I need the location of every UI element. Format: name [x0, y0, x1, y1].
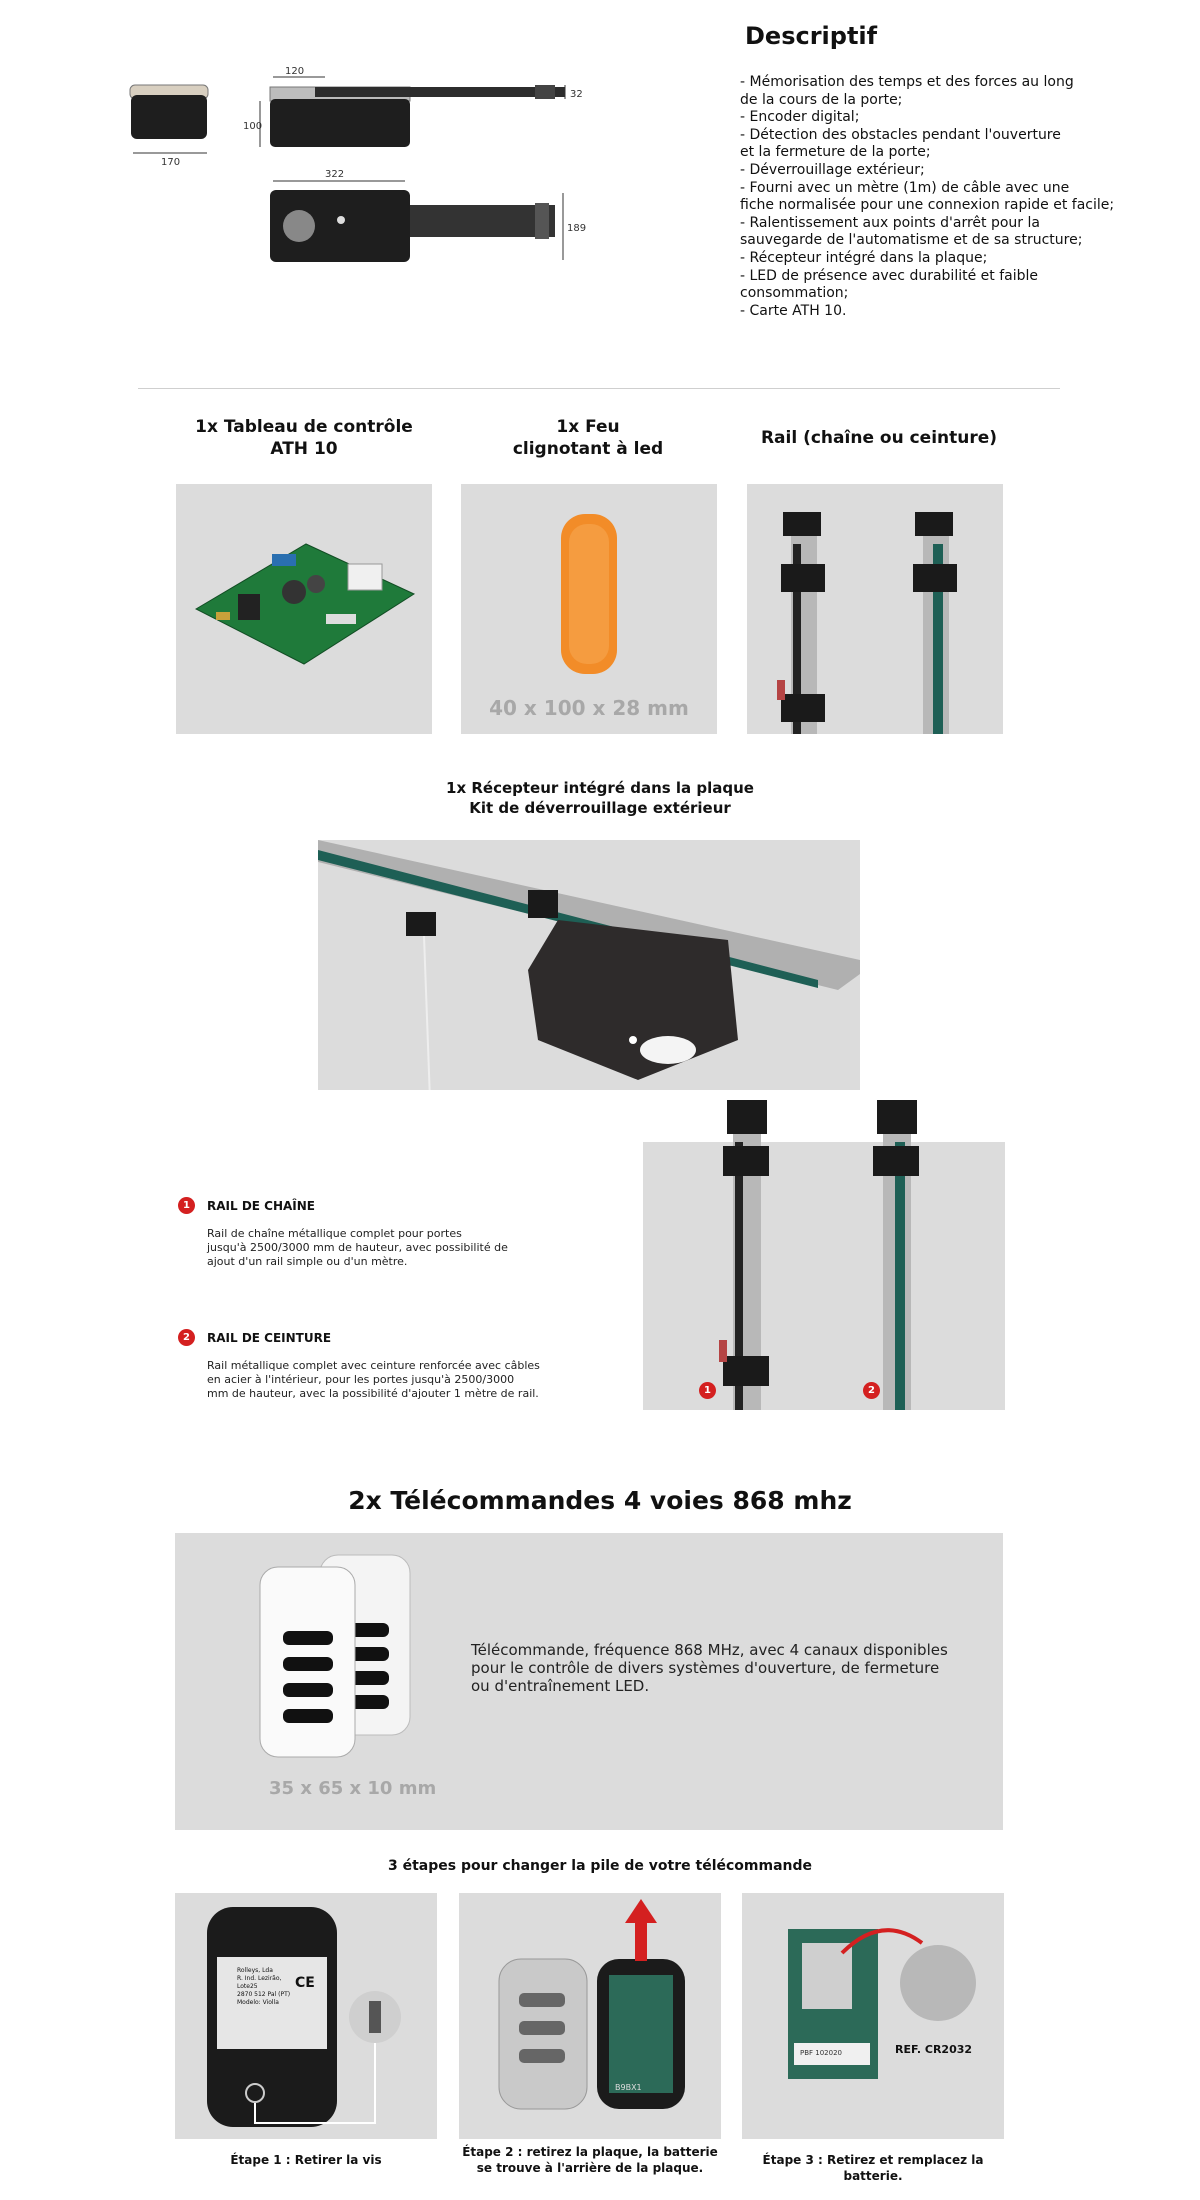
control-board-image: [176, 484, 432, 734]
orange-flashing-light-icon: [461, 484, 717, 684]
step-1-image: [175, 1893, 437, 2139]
remote-label: Rolleys, Lda R. Ind. Lezirão, Lote25 2870 512 Pal (PT) Modelo: Violla: [237, 1967, 291, 2006]
dim-32: 32: [570, 89, 583, 100]
step-2-image: [459, 1893, 721, 2139]
step-1-caption: Étape 1 : Retirer la vis: [230, 2153, 382, 2167]
belt-rail-desc: Rail métallique complet avec ceinture renforcée avec câbles en acier à l'intérieur, pour les portes jusqu'à 2500/3000 mm de hauteur, avec la possibilité d'ajouter 1 mètre de rail.: [207, 1359, 540, 1400]
chain-rail-title: RAIL DE CHAÎNE: [207, 1199, 315, 1213]
rail-icon: [747, 484, 1003, 734]
belt-rail-title: RAIL DE CEINTURE: [207, 1331, 332, 1345]
dim-189: 189: [567, 223, 587, 234]
descriptif-item: - Déverrouillage extérieur;: [740, 161, 925, 178]
descriptif-item: - Carte ATH 10.: [740, 302, 847, 319]
battery-icon: [742, 1893, 1004, 2139]
feu-dimensions: 40 x 100 x 28 mm: [489, 696, 689, 720]
descriptif-item: - LED de présence avec durabilité et faible consommation;: [740, 267, 1038, 302]
motor-unit-icon: [318, 840, 860, 1090]
descriptif-item: - Fourni avec un mètre (1m) de câble avec une fiche normalisée pour une connexion rapide et facile;: [740, 179, 1115, 214]
descriptif-item: - Ralentissement aux points d'arrêt pour la sauvegarde de l'automatisme et de sa structure;: [740, 214, 1083, 249]
rails-comparison-image: [643, 1142, 1005, 1410]
belt-rail-badge: 2: [178, 1329, 195, 1346]
chip-label: PBF 102020: [800, 2049, 842, 2057]
remote-back-icon: [175, 1893, 437, 2139]
descriptif-list: [740, 74, 1150, 320]
rail-title: Rail (chaîne ou ceinture): [760, 428, 998, 448]
battery-steps-title: 3 étapes pour changer la pile de votre télécommande: [387, 1858, 813, 1874]
remote-description: Télécommande, fréquence 868 MHz, avec 4 canaux disponibles pour le contrôle de divers systèmes d'ouverture, de fermeture ou d'entraînement LED.: [471, 1641, 948, 1695]
descriptif-item: - Détection des obstacles pendant l'ouverture et la fermeture de la porte;: [740, 126, 1061, 161]
board-title: 1x Tableau de contrôle ATH 10: [195, 417, 413, 459]
circuit-board-icon: [176, 484, 432, 734]
step-3-image: [742, 1893, 1004, 2139]
rail-badge-1: 1: [699, 1382, 716, 1399]
rail-badge-2: 2: [863, 1382, 880, 1399]
descriptif-title: Descriptif: [745, 22, 878, 50]
remote-control-icon: [255, 1553, 425, 1773]
rails-pair-icon: [643, 1142, 1005, 1410]
dim-322: 322: [325, 169, 345, 180]
step-3-caption: Étape 3 : Retirez et remplacez la batterie.: [762, 2153, 984, 2183]
flashing-light-image: [461, 484, 717, 734]
descriptif-item: - Encoder digital;: [740, 109, 860, 126]
motor-end-view: [130, 85, 208, 168]
receiver-title: 1x Récepteur intégré dans la plaque Kit de déverrouillage extérieur: [446, 779, 754, 817]
battery-ref: REF. CR2032: [895, 2043, 973, 2056]
remotes-panel: [175, 1533, 1003, 1830]
technical-drawing: [115, 55, 645, 285]
section-divider: [138, 388, 1060, 389]
feu-title: 1x Feu clignotant à led: [512, 417, 664, 459]
descriptif-item: - Mémorisation des temps et des forces au long de la cours de la porte;: [740, 74, 1074, 108]
dim-120: 120: [285, 66, 305, 77]
dim-100: 100: [243, 121, 263, 132]
dim-170: 170: [161, 157, 181, 168]
motor-top-view: [243, 66, 583, 147]
remote-dimensions: 35 x 65 x 10 mm: [269, 1778, 437, 1799]
rail-image: [747, 484, 1003, 734]
descriptif-item: - Récepteur intégré dans la plaque;: [740, 249, 988, 266]
step-2-caption: Étape 2 : retirez la plaque, la batterie se trouve à l'arrière de la plaque.: [462, 2145, 718, 2175]
remote-opened-icon: [459, 1893, 721, 2139]
chip-ref: B9BX1: [615, 2083, 642, 2092]
chain-rail-badge: 1: [178, 1197, 195, 1214]
receiver-kit-image: [318, 840, 860, 1090]
motor-bottom-view: [270, 169, 586, 262]
ce-mark: CE: [295, 1975, 315, 1991]
remotes-title: 2x Télécommandes 4 voies 868 mhz: [348, 1486, 852, 1515]
chain-rail-desc: Rail de chaîne métallique complet pour portes jusqu'à 2500/3000 mm de hauteur, avec possibilité de ajout d'un rail simple ou d'un mètre.: [207, 1227, 508, 1268]
